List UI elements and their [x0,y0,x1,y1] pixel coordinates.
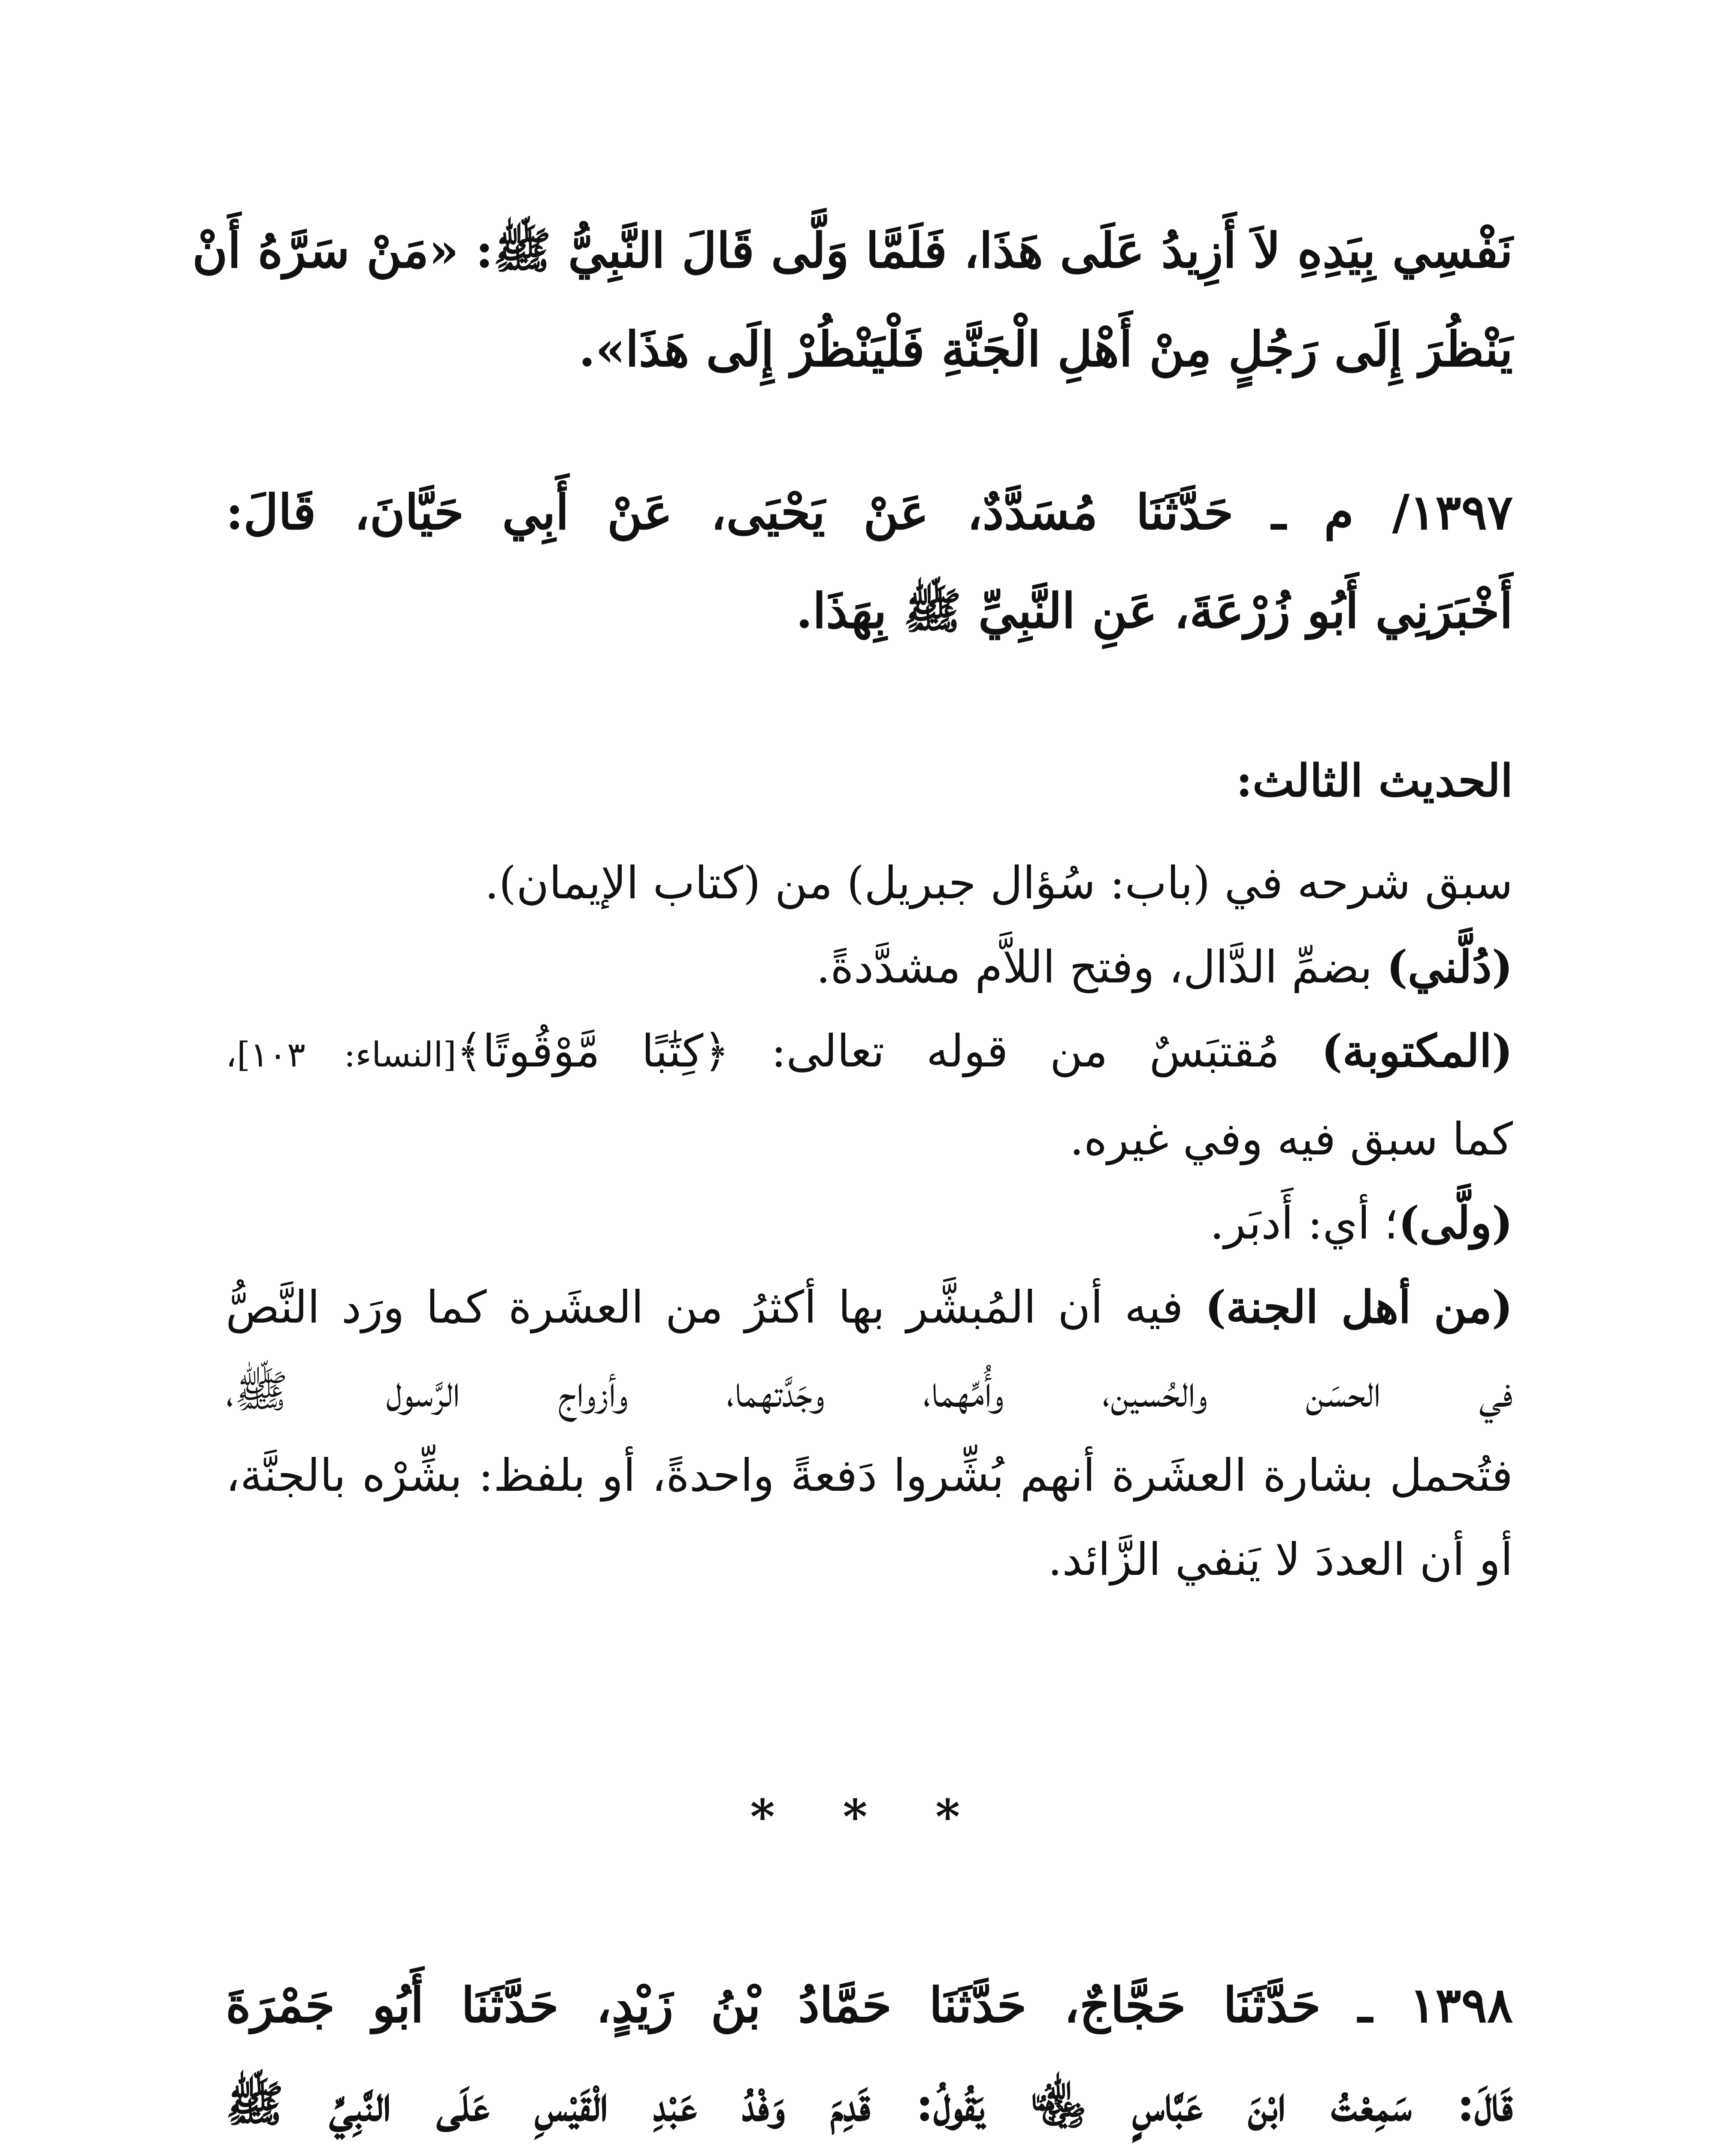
text-line: أو أن العددَ لا يَنفي الزَّائد. [1048,1533,1513,1586]
text-line: فتُحمل بشارة العشَرة أنهم بُشِّروا دَفعةً واحدةً، أو بلفظ: بشِّرْه بالجنَّة، [226,1449,1513,1502]
text-line: قَالَ: سَمِعْتُ ابْنَ عَبَّاسٍ ﵄ يَقُولُ: قَدِمَ وَفْدُ عَبْدِ الْقَيْسِ عَلَى النَّبِيِّ ﷺ [226,2076,1513,2132]
text-line [226,1265,1513,1349]
text-line: سبق شرحه في (باب: سُؤال جبريل) من (كتاب الإيمان). [484,857,1513,909]
hadith-1398 [226,1956,1513,2145]
text-line: يَنْظُرَ إِلَى رَجُلٍ مِنْ أَهْلِ الْجَنَّةِ فَلْيَنْظُرْ إِلَى هَذَا». [578,321,1513,378]
term-explanation: بضمِّ الدَّال، وفتح اللاَّم مشدَّدةً. [816,941,1387,993]
term: (ولَّى) [1398,1196,1513,1249]
text-line: ١٣٩٨ ـ حَدَّثَنَا حَجَّاجٌ، حَدَّثَنَا حَمَّادُ بْنُ زَيْدٍ، حَدَّثَنَا أَبُو جَمْرَةَ [226,1977,1513,2033]
text-line: كما سبق فيه وفي غيره. [1070,1113,1513,1165]
term: (دُلَّني) [1386,940,1513,993]
text-line [226,925,1513,1009]
hadith-continuation [192,202,1513,399]
section-separator: * * * [750,1789,986,1844]
term-explanation: فيه أن المُبشَّر بها أكثرُ من العشَرة كما ورَد النَّصُّ [226,1281,1205,1333]
text-line: ١٣٩٧/ م ـ حَدَّثَنَا مُسَدَّدٌ، عَنْ يَحْيَى، عَنْ أَبِي حَيَّانَ، قَالَ: [226,484,1513,541]
text-line: نَفْسِي بِيَدِهِ لاَ أَزِيدُ عَلَى هَذَا، فَلَمَّا وَلَّى قَالَ النَّبِيُّ ﷺ: «مَنْ سَرَّهُ أَنْ [192,223,1513,279]
commentary [226,841,1513,1601]
text-line: في الحسَن والحُسين، وأُمِّهما، وجَدَّتهما، وأزواج الرَّسول ﷺ، [226,1365,1513,1417]
term-explanation: مُقتبَسٌ من قوله تعالى: ﴿كِتَٰبًا مَّوْقُوتًا﴾ [456,1025,1322,1077]
text-line [226,1181,1513,1265]
text-line: أَخْبَرَنِي أَبُو زُرْعَةَ، عَنِ النَّبِيِّ ﷺ بِهَذَا. [795,583,1513,639]
term-explanation: ؛ أي: أَدبَر. [1210,1197,1398,1249]
text-line [226,1009,1513,1097]
term: (المكتوبة) [1321,1024,1513,1077]
section-heading: الحديث الثالث: [1236,754,1513,807]
term: (من أهل الجنة) [1205,1281,1513,1333]
quran-reference: [النساء: ١٠٣]، [226,1035,457,1075]
hadith-1397 [226,463,1513,661]
